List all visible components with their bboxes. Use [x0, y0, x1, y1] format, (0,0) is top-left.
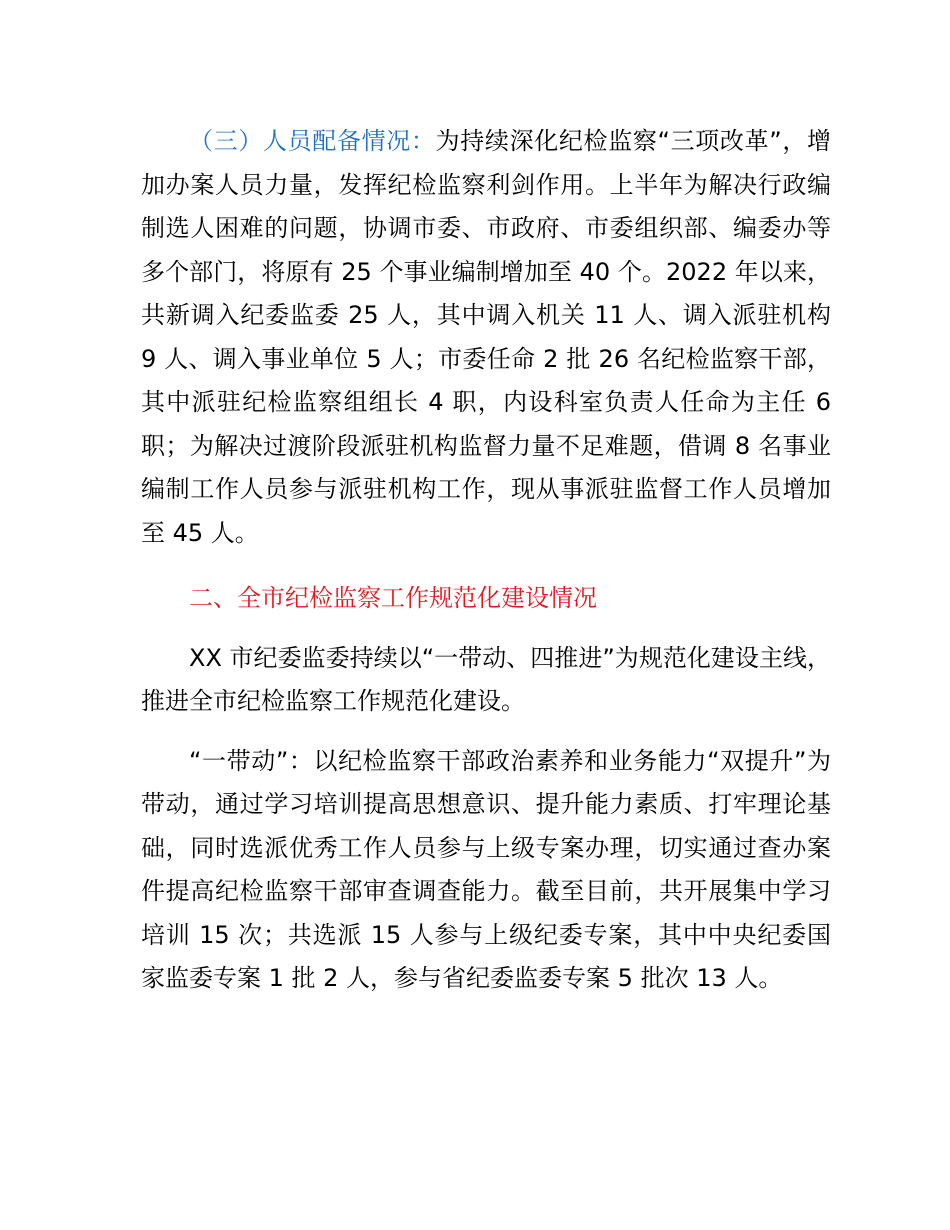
paragraph-intro: XX 市纪委监委持续以“一带动、四推进”为规范化建设主线，推进全市纪检监察工作规范化建设。 — [141, 643, 831, 715]
staffing-lead-heading: （三）人员配备情况： — [189, 127, 436, 155]
paragraph-yidaidong: “一带动”：以纪检监察干部政治素养和业务能力“双提升”为带动，通过学习培训提高思想意识、提升能力素质、打牢理论基础，同时选派优秀工作人员参与上级专案办理，切实通过查办案件提高纪检监察干部审查调查能力。截至目前，共开展集中学习培训 15 次；共选派 15 人参与上级纪委专案，其中中央纪委国家监委专案 1 批 2 人，参与省纪委监委专案 5 批次 13 人。 — [141, 746, 831, 992]
staffing-body-text: 为持续深化纪检监察“三项改革”，增加办案人员力量，发挥纪检监察利剑作用。上半年为解决行政编制选人困难的问题，协调市委、市政府、市委组织部、编委办等多个部门，将原有 25 个事业编制增加至 40 个。2022 年以来，共新调入纪委监委 25 人，其中调入机关 11 人、调入派驻机构 9 人、调入事业单位 5 人；市委任命 2 批 26 名纪检监察干部，其中派驻纪检监察组组长 4 职，内设科室负责人任命为主任 6 职；为解决过渡阶段派驻机构监督力量不足难题，借调 8 名事业编制工作人员参与派驻机构工作，现从事派驻监督工作人员增加至 45 人。 — [141, 127, 831, 547]
paragraph-staffing — [141, 120, 831, 555]
section-heading-standardization: 二、全市纪检监察工作规范化建设情况 — [189, 584, 597, 612]
document-body — [141, 120, 831, 1001]
